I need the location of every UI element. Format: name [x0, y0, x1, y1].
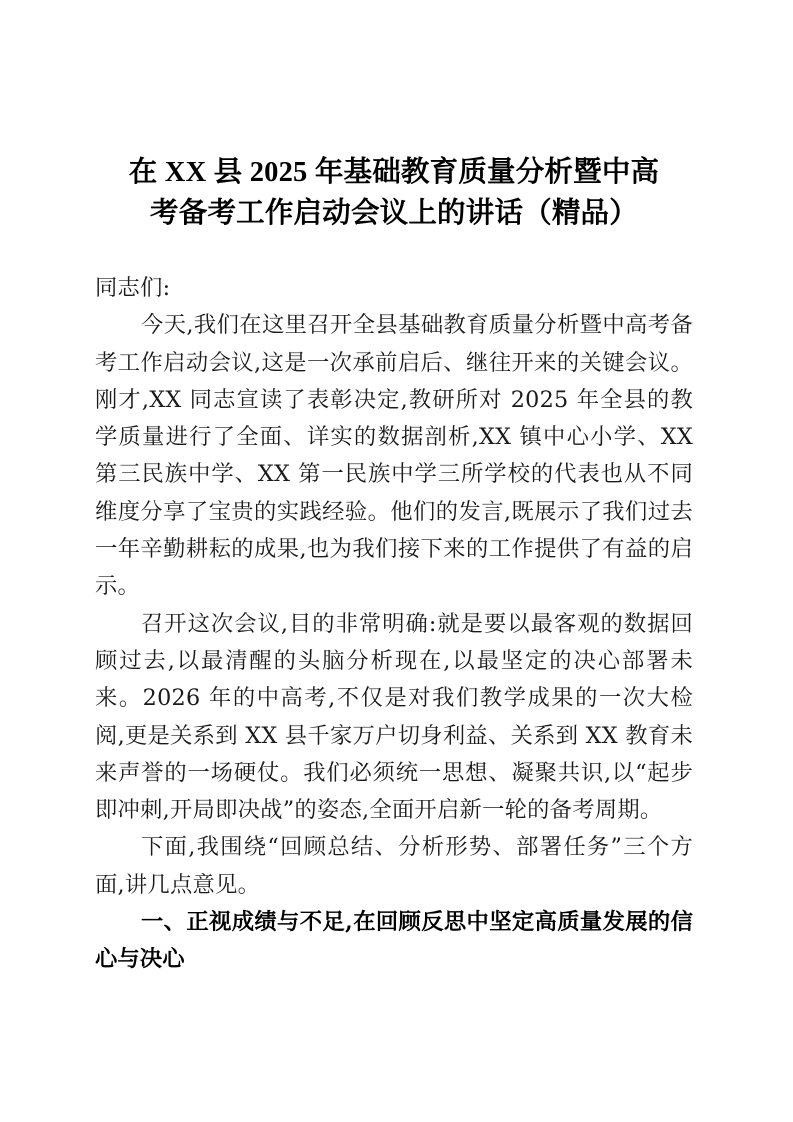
body-paragraph-1: 今天,我们在这里召开全县基础教育质量分析暨中高考备考工作启动会议,这是一次承前启后、继往开来的关键会议。刚才,XX 同志宣读了表彰决定,教研所对 2025 年全县的教学质量进行了全面、详实的数据剖析,XX 镇中心小学、XX 第三民族中学、XX 第一民族中学三所学校的代表也从不同维度分享了宝贵的实践经验。他们的发言,既展示了我们过去一年辛勤耕耘的成果,也为我们接下来的工作提供了有益的启示。: [95, 312, 693, 600]
salutation: 同志们:: [95, 275, 171, 301]
page-content: [95, 0, 693, 979]
title-line-2: 考备考工作启动会议上的讲话（精品）: [150, 198, 638, 229]
body-paragraph-3: 下面,我围绕“回顾总结、分析形势、部署任务”三个方面,讲几点意见。: [95, 834, 693, 898]
section-heading-1: 一、正视成绩与不足,在回顾反思中坚定高质量发展的信心与决心: [95, 909, 693, 973]
body-paragraph-2: 召开这次会议,目的非常明确:就是要以最客观的数据回顾过去,以最清醒的头脑分析现在,以最坚定的决心部署未来。2026 年的中高考,不仅是对我们教学成果的一次大检阅,更是关系到 XX 县千家万户切身利益、关系到 XX 教育未来声誉的一场硬仗。我们必须统一思想、凝聚共识,以“起步即冲刺,开局即决战”的姿态,全面开启新一轮的备考周期。: [95, 610, 693, 824]
title-line-1: 在 XX 县 2025 年基础教育质量分析暨中高: [128, 157, 660, 188]
document-body: [95, 270, 693, 979]
page-title: [95, 0, 693, 234]
